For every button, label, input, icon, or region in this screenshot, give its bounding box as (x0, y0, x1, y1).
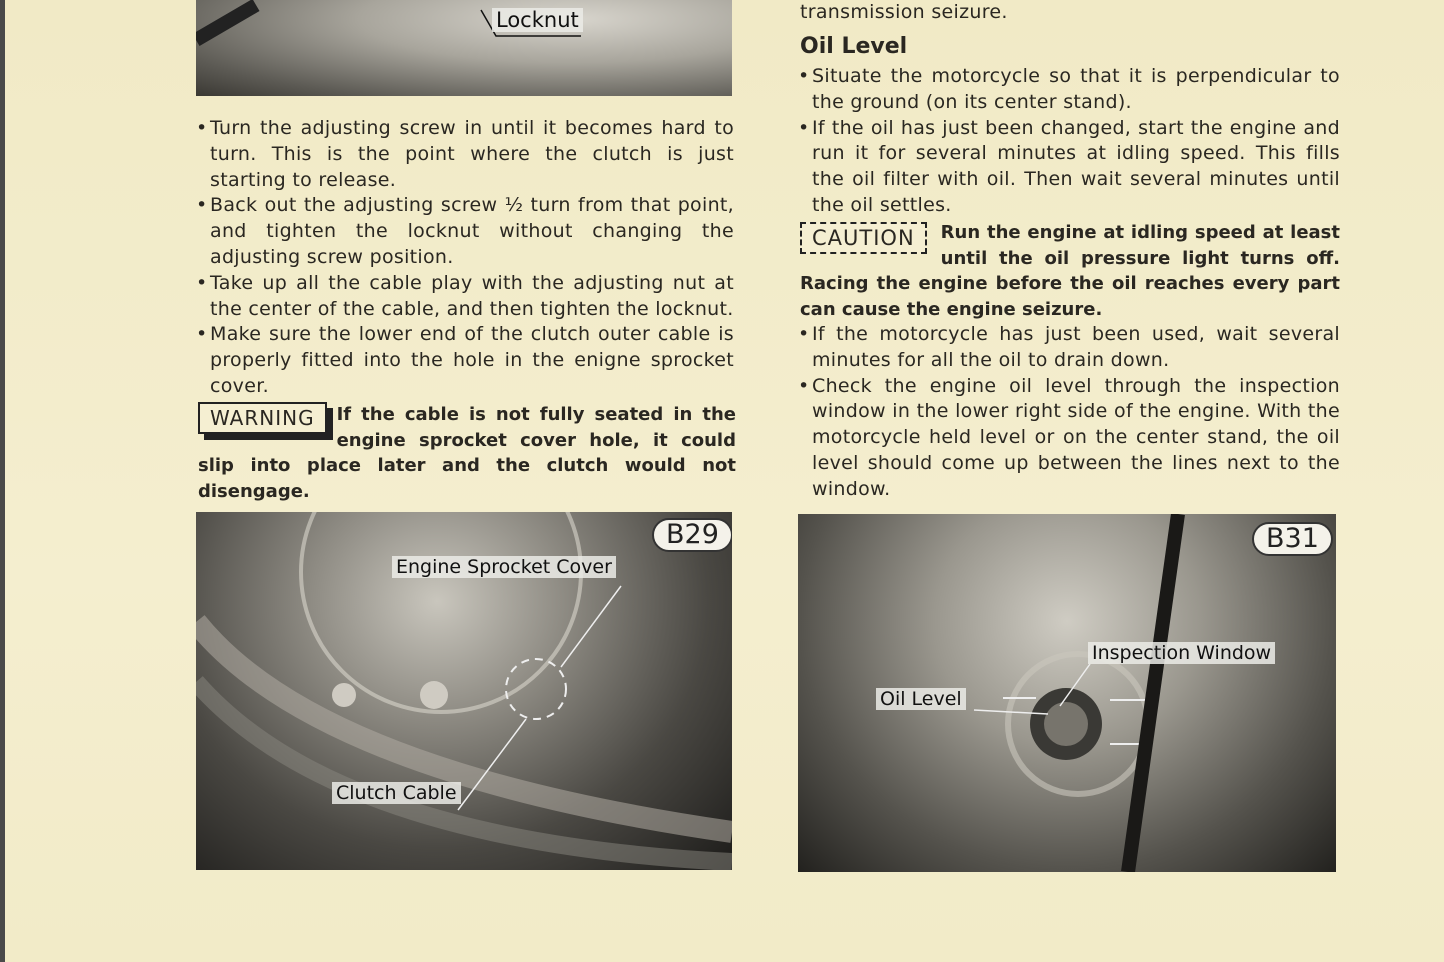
right-bullet-4: • Check the engine oil level through the inspection window in the lower right side of the engine. With the motorcycle held level or on the center stand, the oil level should come up between the lines next to the window. (800, 374, 1340, 503)
inspection-window-label: Inspection Window (1088, 642, 1275, 664)
warning-label: WARNING (198, 402, 327, 434)
right-bullet-3: • If the motorcycle has just been used, wait several minutes for all the oil to drain down. (800, 322, 1340, 374)
clutch-cable-label: Clutch Cable (332, 782, 461, 804)
caution-label: CAUTION (800, 222, 927, 254)
left-bullet-2: • Back out the adjusting screw ½ turn from that point, and tighten the locknut without changing the adjusting screw position. (198, 193, 734, 270)
left-column (198, 116, 734, 400)
left-bullet-1: • Turn the adjusting screw in until it becomes hard to turn. This is the point where the clutch is just starting to release. (198, 116, 734, 193)
oil-level-heading: Oil Level (800, 34, 908, 59)
right-bullet-2: • If the oil has just been changed, start the engine and run it for several minutes at idling speed. This fills the oil filter with oil. Then wait several minutes until the oil settles. (800, 116, 1340, 219)
caution-text: Run the engine at idling speed at least until the oil pressure light turns off. Racing the engine before the oil reaches every part can cause the engine seizure. (800, 222, 1340, 320)
warning-block (198, 402, 736, 504)
figure-b31 (798, 514, 1336, 872)
locknut-pointer (196, 0, 732, 96)
right-continued: transmission seizure. (800, 1, 1008, 23)
right-bullets-b (800, 322, 1340, 503)
figure-b29 (196, 512, 732, 870)
locknut-label: Locknut (492, 8, 583, 32)
figure-id-b31: B31 (1252, 522, 1333, 556)
sprocket-cover-label: Engine Sprocket Cover (392, 556, 616, 578)
oil-level-label: Oil Level (876, 688, 966, 710)
caution-block (800, 220, 1340, 322)
right-bullets-a (800, 64, 1340, 219)
locknut-photo (196, 0, 732, 96)
right-bullet-1: • Situate the motorcycle so that it is perpendicular to the ground (on its center stand). (800, 64, 1340, 116)
left-bullet-3: • Take up all the cable play with the adjusting nut at the center of the cable, and then tighten the locknut. (198, 271, 734, 323)
figure-id-b29: B29 (652, 518, 732, 552)
warning-text: If the cable is not fully seated in the engine sprocket cover hole, it could slip into place later and the clutch would not disengage. (198, 404, 736, 502)
left-bullet-4: • Make sure the lower end of the clutch outer cable is properly fitted into the hole in the enigne sprocket cover. (198, 322, 734, 399)
